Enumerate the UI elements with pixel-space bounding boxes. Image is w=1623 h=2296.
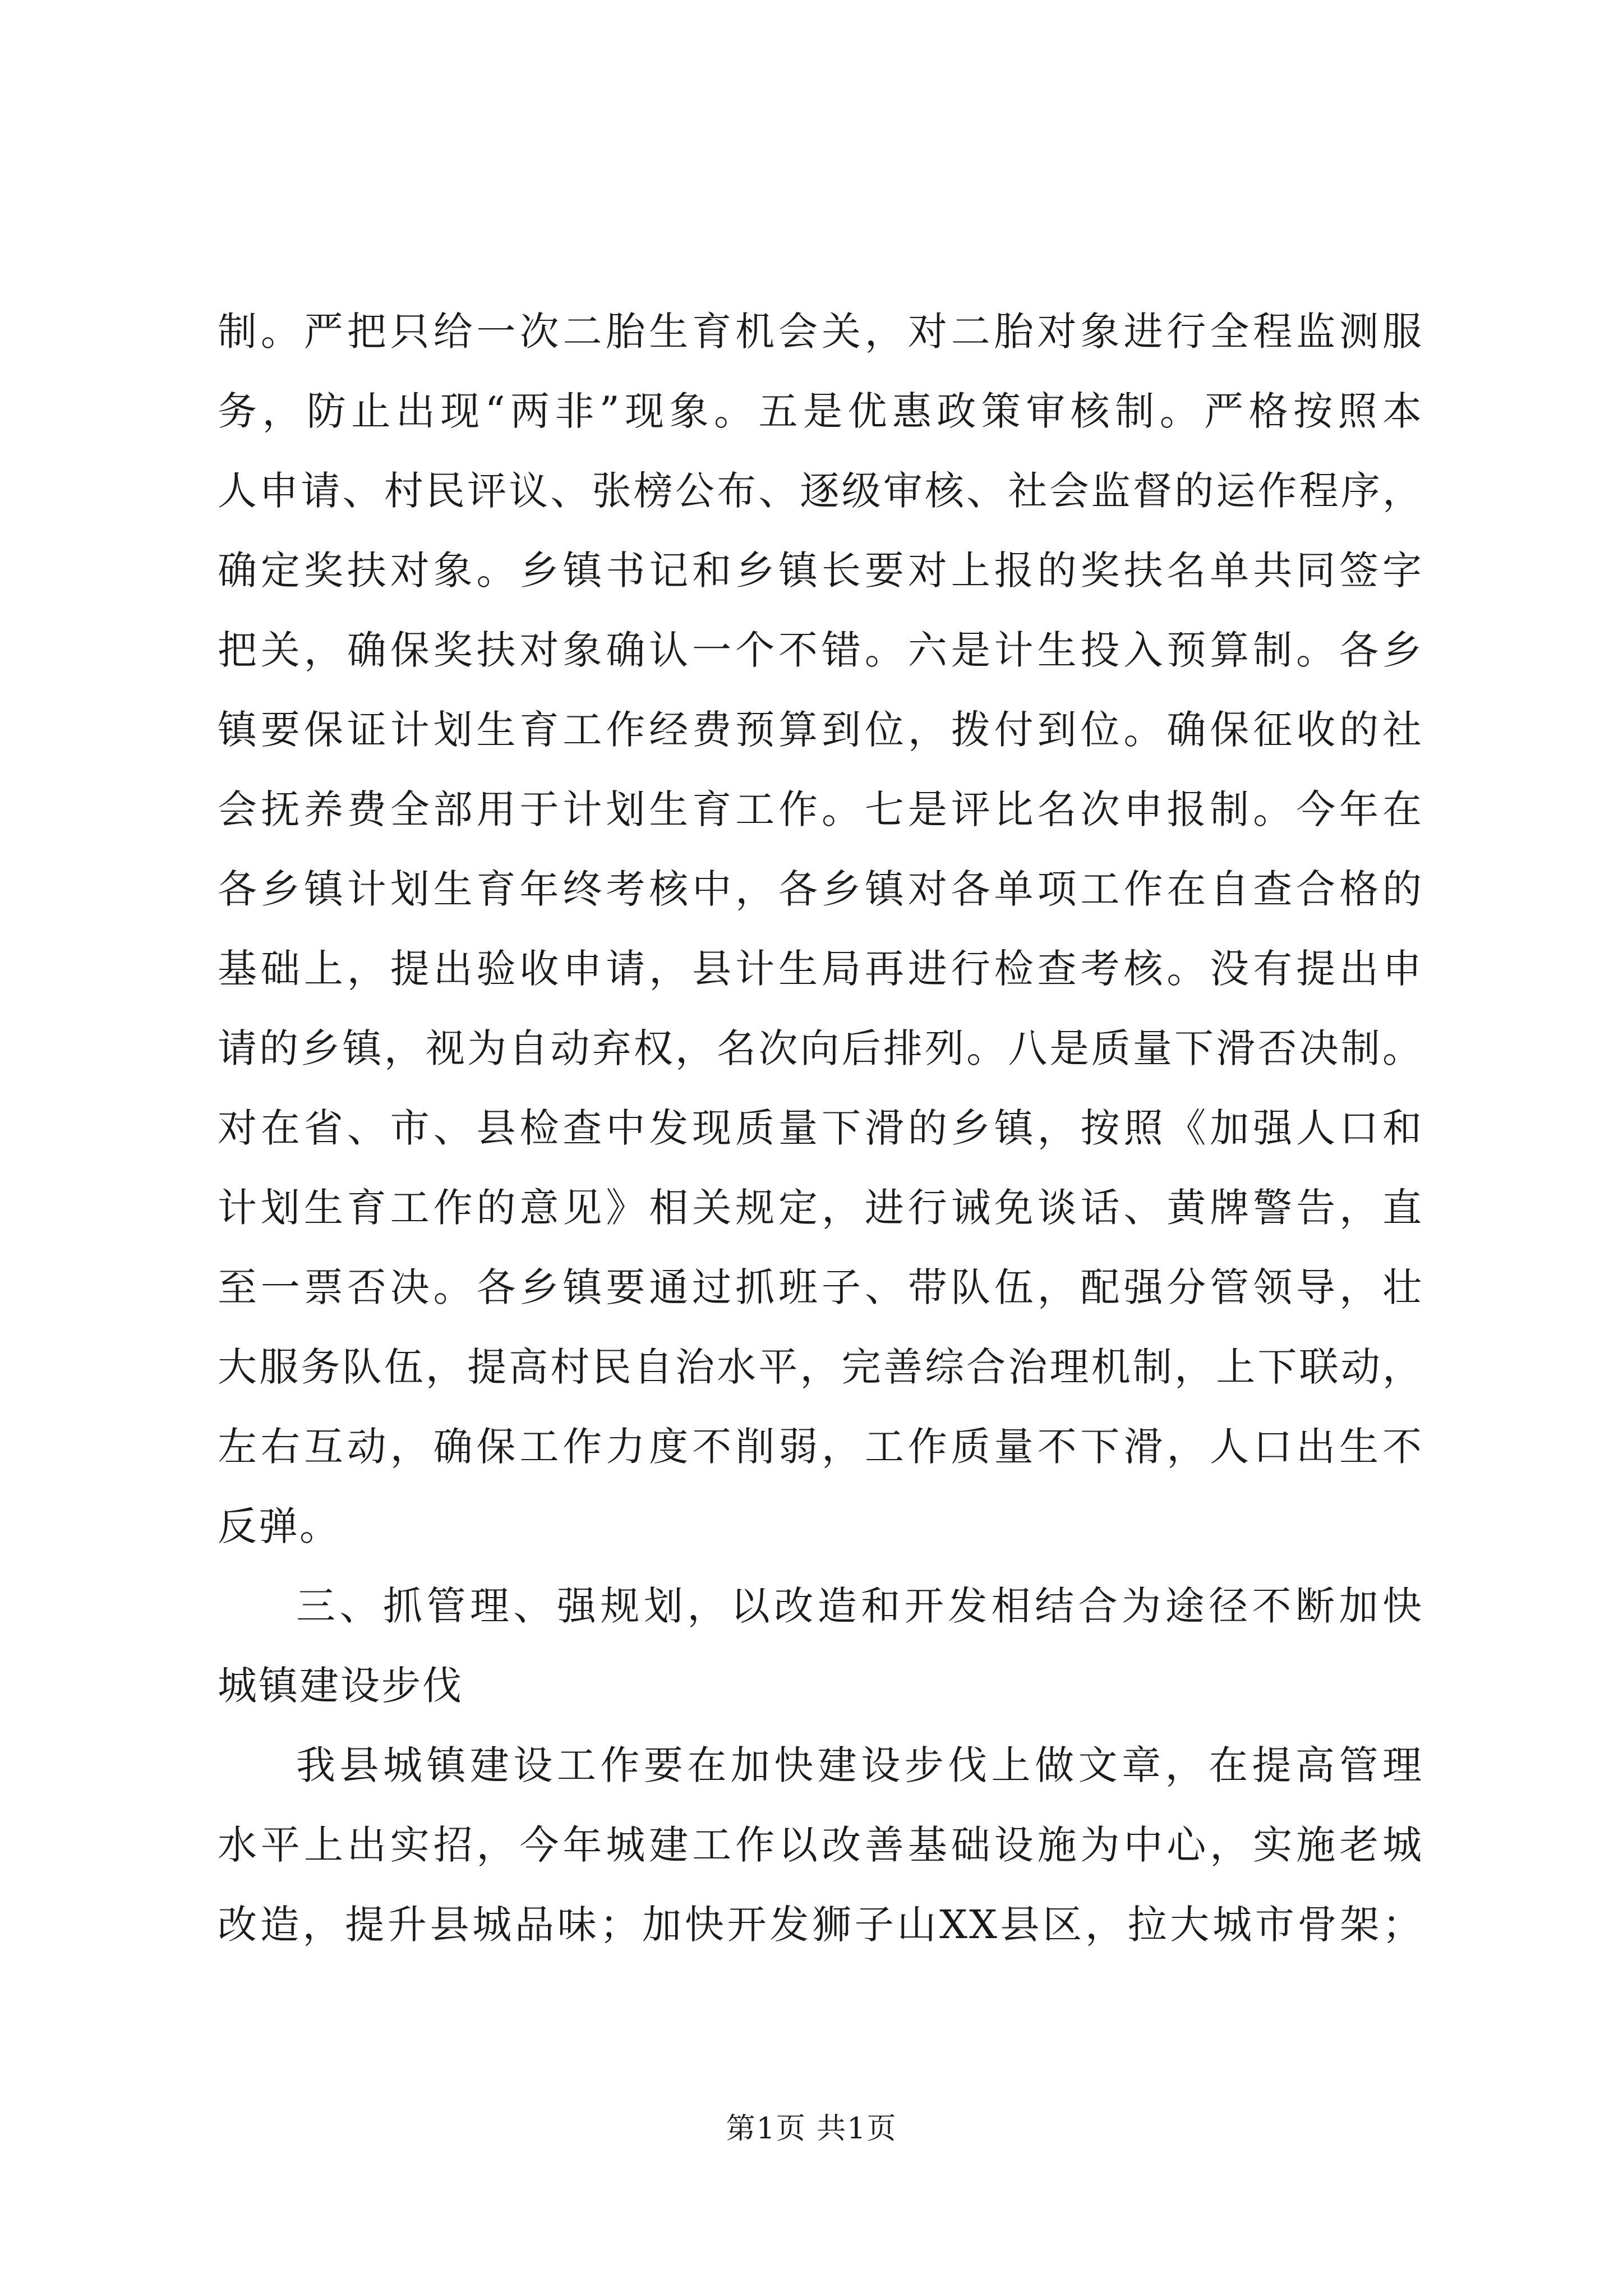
text-line: 左右互动，确保工作力度不削弱，工作质量不下滑，人口出生不 (218, 1424, 1423, 1470)
page-footer: 第1页 共1页 (726, 2112, 897, 2146)
text-line: 对在省、市、县检查中发现质量下滑的乡镇，按照《加强人口和 (218, 1105, 1423, 1151)
text-line: 把关，确保奖扶对象确认一个不错。六是计生投入预算制。各乡 (218, 627, 1423, 673)
text-line: 大服务队伍，提高村民自治水平，完善综合治理机制，上下联动， (218, 1344, 1423, 1390)
text-line: 确定奖扶对象。乡镇书记和乡镇长要对上报的奖扶名单共同签字 (218, 547, 1423, 593)
text-line: 基础上，提出验收申请，县计生局再进行检查考核。没有提出申 (218, 946, 1423, 992)
text-line: 请的乡镇，视为自动弃权，名次向后排列。八是质量下滑否决制。 (218, 1025, 1423, 1071)
text-line: 制。严把只给一次二胎生育机会关，对二胎对象进行全程监测服 (218, 309, 1423, 355)
text-line: 反弹。 (218, 1503, 340, 1549)
text-line: 各乡镇计划生育年终考核中，各乡镇对各单项工作在自查合格的 (218, 866, 1423, 912)
text-line: 改造，提升县城品味；加快开发狮子山XX县区，拉大城市骨架； (218, 1902, 1423, 1948)
text-line: 我县城镇建设工作要在加快建设步伐上做文章，在提高管理 (296, 1742, 1423, 1788)
text-line: 至一票否决。各乡镇要通过抓班子、带队伍，配强分管领导，壮 (218, 1264, 1423, 1310)
text-line: 会抚养费全部用于计划生育工作。七是评比名次申报制。今年在 (218, 786, 1423, 832)
text-line: 镇要保证计划生育工作经费预算到位，拨付到位。确保征收的社 (218, 707, 1423, 753)
text-line: 人申请、村民评议、张榜公布、逐级审核、社会监督的运作程序， (218, 468, 1423, 514)
section-heading-line: 三、抓管理、强规划，以改造和开发相结合为途径不断加快 (296, 1583, 1423, 1629)
text-line: 计划生育工作的意见》相关规定，进行诫免谈话、黄牌警告，直 (218, 1185, 1423, 1231)
section-heading-line: 城镇建设步伐 (218, 1663, 463, 1709)
text-line: 务，防止出现“两非”现象。五是优惠政策审核制。严格按照本 (218, 388, 1423, 434)
text-line: 水平上出实招，今年城建工作以改善基础设施为中心，实施老城 (218, 1822, 1423, 1868)
document-body (218, 292, 1423, 1964)
